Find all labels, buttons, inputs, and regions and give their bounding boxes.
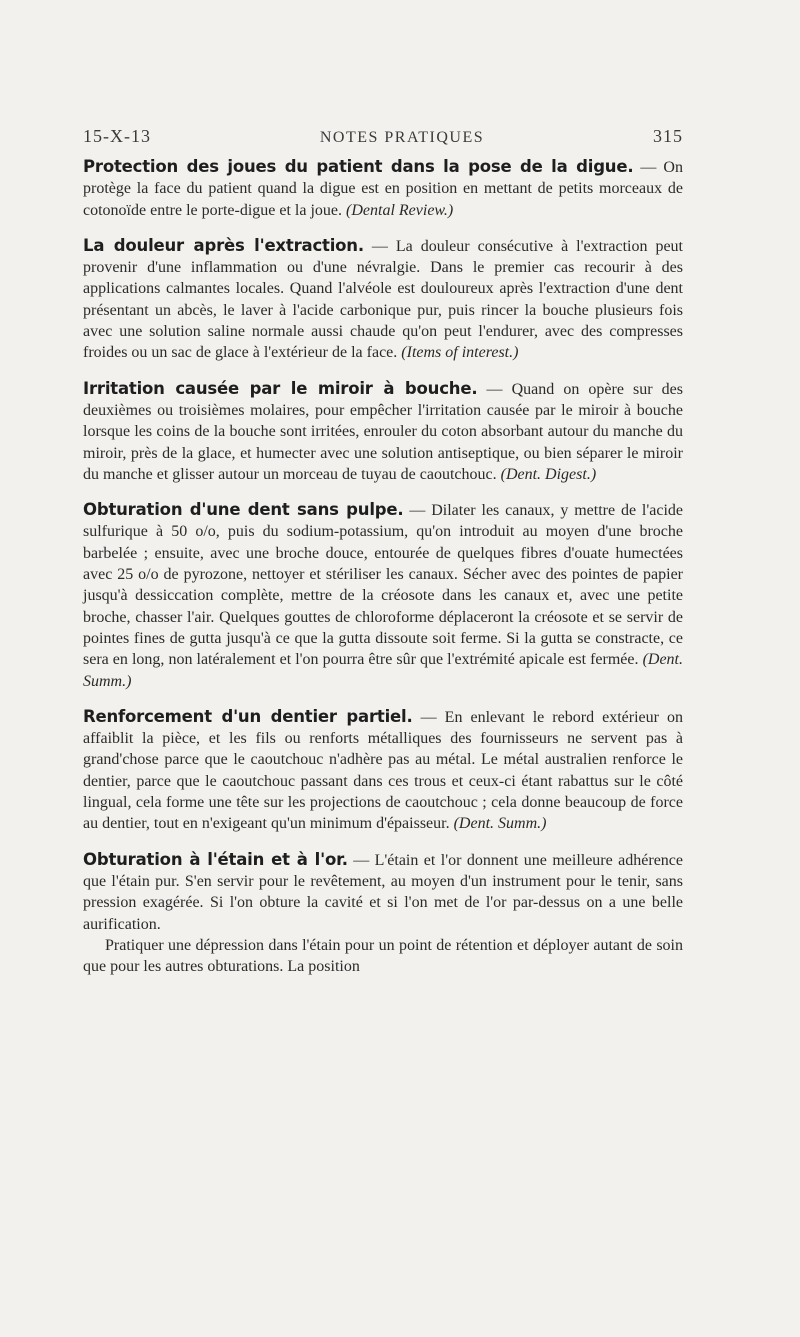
article-source: (Dent. Summ.) [83, 651, 683, 690]
page-number: 315 [652, 126, 683, 146]
article-source: (Dent. Digest.) [500, 465, 597, 483]
article-title: La douleur après l'extraction. [83, 235, 364, 255]
article-title: Obturation d'une dent sans pulpe. [83, 500, 404, 520]
article-source: (Dental Review.) [346, 201, 454, 219]
header-section-title: NOTES PRATIQUES [319, 129, 485, 146]
article-obturation-etain-or [83, 849, 683, 935]
article-obturation-sans-pulpe [83, 499, 683, 692]
article-body: — On protège la face du patient quand la digue est en position en mettant de petits morceaux de cotonoïde entre le porte-digue et la joue. [83, 159, 683, 219]
article-protection-joues [83, 156, 683, 221]
article-body: — Quand on opère sur des deuxièmes ou troisièmes molaires, pour empêcher l'irritation causée par le miroir à bouche lorsque les coins de la bouche sont irritées, enrouler du coton absorbant autour du manche du miroir, près de la glace, et humecter avec une solution antiseptique, ou bien séparer le miroir du manche et glisser autour un morceau de tuyau de caoutchouc. [83, 380, 684, 483]
continuation-paragraph: Pratiquer une dépression dans l'étain pour un point de rétention et déployer autant de soin que pour les autres obturations. La position [83, 936, 683, 976]
running-header [83, 126, 683, 156]
article-douleur-extraction [83, 235, 683, 364]
article-title: Irritation causée par le miroir à bouche. [83, 378, 478, 398]
article-renforcement-dentier [83, 706, 683, 835]
article-source: (Dent. Summ.) [453, 815, 547, 833]
article-irritation-miroir [83, 378, 683, 485]
article-body: — L'étain et l'or donnent une meilleure adhérence que l'étain pur. S'en servir pour le revêtement, au moyen d'un instrument pour le tenir, sans pression exagérée. Si l'on obture la cavité et si l'on met de l'or par-dessus on a une belle aurification. [83, 851, 683, 933]
header-issue-date: 15-X-13 [83, 126, 151, 146]
article-body: — En enlevant le rebord extérieur on affaiblit la pièce, et les fils ou renforts métalliques des fournisseurs ne servent pas à grand'chose parce que le caoutchouc n'adhère pas au métal. Le métal australien renforce le dentier, parce que le caoutchouc passant dans ces trous et ceux-ci étant rabattus sur le côté lingual, cela forme une tête sur les projections de caoutchouc ; cela donne beaucoup de force au dentier, tout en n'exigeant qu'un minimum d'épaisseur. [83, 708, 684, 833]
article-title: Renforcement d'un dentier partiel. [83, 706, 413, 726]
book-page [83, 126, 683, 977]
article-title: Obturation à l'étain et à l'or. [83, 849, 348, 869]
article-title: Protection des joues du patient dans la pose de la digue. [83, 157, 634, 176]
article-body: — Dilater les canaux, y mettre de l'acide sulfurique à 50 o/o, puis du sodium-potassium, qu'on introduit au moyen d'une broche barbelée ; ensuite, avec une broche douce, entourée de quelques fibres d'ouate humectées avec 25 o/o de pyrozone, nettoyer et stériliser les canaux. Sécher avec des pointes de papier jusqu'à dessiccation complète, mettre de la créosote dans les canaux et, avec une petite broche, chasser l'air. Quelques gouttes de chloroforme déplaceront la créosote et se servir de pointes fines de gutta jusqu'à ce que la gutta dissoute soit ferme. Si la gutta se constracte, ce sera en long, non latéralement et l'on pourra être sûr que l'extrémité apicale est fermée. [83, 502, 684, 669]
article-body: — La douleur consécutive à l'extraction peut provenir d'une inflammation ou d'une névralgie. Dans le premier cas recourir à des applications calmantes locales. Quand l'alvéole est douloureux après l'extraction d'une dent présentant un abcès, le laver à l'acide carbonique pur, puis rincer la bouche plusieurs fois avec une solution saline normale aussi chaude qu'on peut l'endurer, avec des compresses froides ou un sac de glace à l'extérieur de la face. [83, 237, 683, 362]
article-source: (Items of interest.) [401, 344, 519, 362]
